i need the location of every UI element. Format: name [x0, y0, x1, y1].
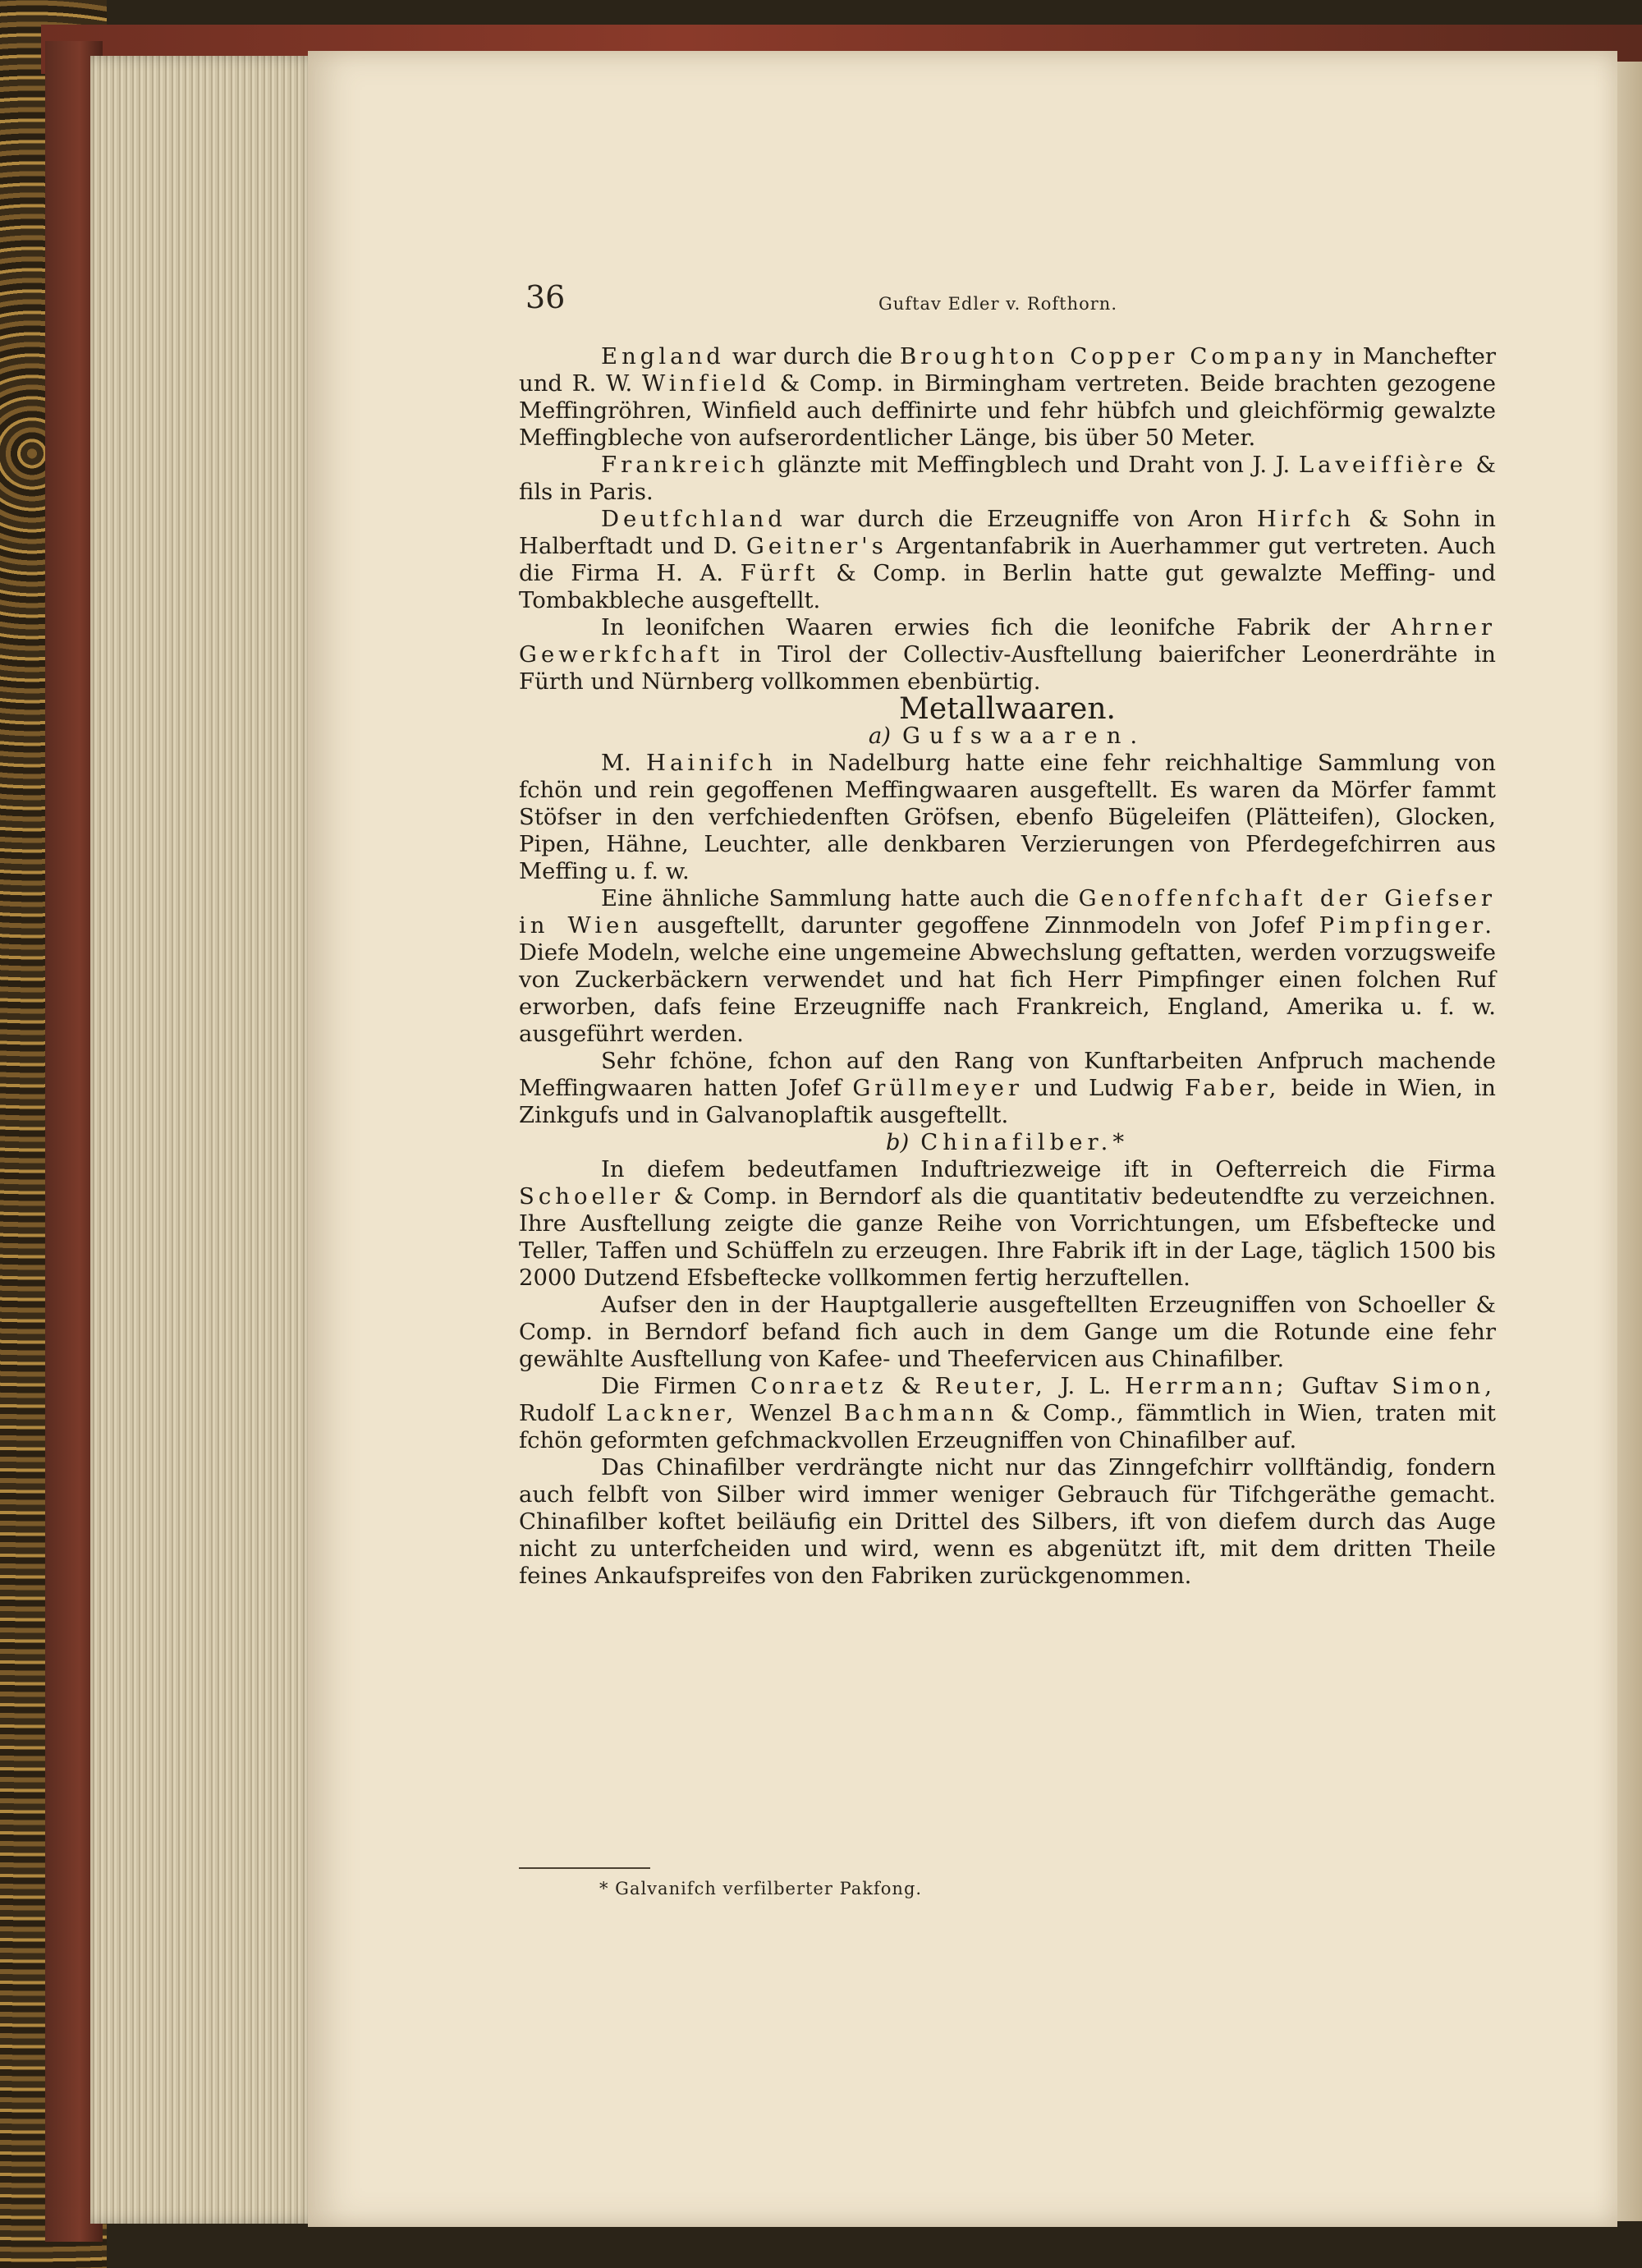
page-header: [525, 279, 1494, 320]
spaced-name: Lackner,: [606, 1400, 738, 1426]
spaced-name: Deutfchland: [601, 506, 787, 532]
spaced-name: Hirfch: [1256, 506, 1355, 532]
text-run: & Comp., fämmtlich in Wien, traten mit fchön geformten gefchmackvollen Erzeugniffen von Chinafilber auf.: [519, 1400, 1496, 1453]
spaced-name: Broughton Copper Company: [900, 343, 1327, 370]
text-run: Diefe Modeln, welche eine ungemeine Abwechslung geftatten, werden vorzugsweife von Zuckerbäckern verwendet und hat fich Herr Pimpfinger einen folchen Ruf erworben, dafs feine Erzeugniffe nach Frankreich, England, Amerika u. f. w. ausgeführt werden.: [519, 939, 1496, 1047]
spaced-name: Ahrner Gewerkfchaft: [519, 614, 1496, 668]
subsection-b-title: Chinafilber.*: [920, 1129, 1130, 1155]
text-run: beide in Wien, in Zinkgufs und in Galvanoplaftik ausgeftellt.: [519, 1075, 1496, 1128]
text-run: In diefem bedeutfamen Induftriezweige ift in Oefterreich die Firma: [601, 1156, 1496, 1182]
spaced-name: Laveiffière: [1298, 452, 1467, 478]
paragraph: [519, 1373, 1496, 1454]
spaced-name: Pimpfinger.: [1319, 912, 1497, 939]
paragraph: [519, 750, 1496, 885]
text-run: Guftav: [1287, 1373, 1392, 1399]
text-run: in Manchefter und R. W.: [519, 343, 1497, 397]
text-run: glänzte mit Meffingblech und Draht von J. J.: [768, 452, 1299, 478]
paragraph: [519, 1292, 1496, 1373]
body-text: [519, 343, 1496, 1590]
text-run: & Comp. in Berlin hatte gut gewalzte Meffing- und Tombakbleche ausgeftellt.: [519, 560, 1496, 613]
running-title: Guftav Edler v. Rofthorn.: [878, 294, 1117, 314]
spaced-name: Genoffenfchaft der Giefser in Wien: [519, 885, 1496, 939]
section-title: Metallwaaren.: [898, 692, 1116, 726]
text-run: in Nadelburg hatte eine fehr reichhaltige Sammlung von fchön und rein gegoffenen Meffingwaaren ausgeftellt. Es waren da Mörfer fammt Stöfser in den verfchiedenften Gröfsen, ebenfo Bügeleifen (Plätteifen), Glocken, Pipen, Hähne, Leuchter, alle denkbaren Verzierungen von Pferdegefchirren aus Meffing u. f. w.: [519, 750, 1496, 884]
page-block-leaves: [90, 56, 320, 2224]
spaced-name: Faber,: [1184, 1075, 1281, 1101]
text-run: in Tirol der Collectiv-Ausftellung baierifcher Leonerdrähte in Fürth und Nürnberg vollkommen ebenbürtig.: [519, 641, 1496, 695]
subsection-b-paragraphs: [519, 1156, 1496, 1590]
text-run: Eine ähnliche Sammlung hatte auch die: [601, 885, 1079, 911]
footnote: * Galvanifch verfilberter Pakfong.: [599, 1879, 923, 1898]
text-run: Wenzel: [737, 1400, 844, 1426]
spaced-name: Simon,: [1392, 1373, 1497, 1399]
text-run: Aufser den in der Hauptgallerie ausgeftellten Erzeugniffen von Schoeller & Comp. in Berndorf befand fich auch in dem Gange um die Rotunde eine fehr gewählte Ausftellung von Kafee- und Theefervicen aus Chinafilber.: [519, 1292, 1496, 1372]
spaced-name: Herrmann;: [1124, 1373, 1288, 1399]
intro-paragraphs: [519, 343, 1496, 696]
subsection-a-heading: [519, 723, 1496, 750]
paragraph: [519, 1454, 1496, 1590]
spaced-name: Hainifch: [645, 750, 777, 776]
spaced-name: Schoeller: [519, 1183, 664, 1210]
spaced-name: Geitner's: [745, 533, 888, 559]
text-run: ausgeftellt, darunter gegoffene Zinnmodeln von Jofef: [642, 912, 1319, 939]
spaced-name: Winfield: [641, 370, 770, 397]
page-number: 36: [525, 279, 566, 315]
spaced-name: Conraetz: [750, 1373, 888, 1399]
text-run: war durch die: [724, 343, 901, 370]
text-run: Rudolf: [519, 1400, 607, 1426]
paragraph: [519, 614, 1496, 696]
paragraph: [519, 885, 1496, 1048]
text-run: Argentanfabrik in Auerhammer gut vertreten. Auch die Firma H. A.: [519, 533, 1496, 586]
text-run: M.: [601, 750, 646, 776]
subsection-a-title: Gufswaaren.: [901, 723, 1147, 749]
paragraph: [519, 343, 1496, 452]
spaced-name: Fürft: [740, 560, 819, 586]
paragraph: [519, 506, 1496, 614]
text-run: J. L.: [1046, 1373, 1125, 1399]
subsection-a-label: a): [868, 723, 891, 749]
paragraph: [519, 1048, 1496, 1129]
footnote-rule: [519, 1867, 650, 1869]
text-run: war durch die Erzeugniffe von Aron: [786, 506, 1257, 532]
subsection-b-heading: [519, 1129, 1496, 1156]
text-run: & fils in Paris.: [519, 452, 1496, 505]
text-run: & Sohn in Halberftadt und D.: [519, 506, 1496, 559]
spaced-name: Frankreich: [601, 452, 769, 478]
text-run: In leonifchen Waaren erwies fich die leonifche Fabrik der: [601, 614, 1392, 640]
text-run: und Ludwig: [1023, 1075, 1185, 1101]
spaced-name: Bachmann: [843, 1400, 998, 1426]
text-run: Das Chinafilber verdrängte nicht nur das Zinngefchirr vollftändig, fondern auch felbft von Silber wird immer weniger Gebrauch für Tifchgeräthe gemacht. Chinafilber koftet beiläufig ein Drittel des Silbers, ift von diefem durch das Auge nicht zu unterfcheiden und wird, wenn es abgenützt ift, mit dem dritten Theile feines Ankaufspreifes von den Fabriken zurückgenommen.: [519, 1454, 1496, 1589]
text-run: &: [887, 1373, 935, 1399]
text-run: & Comp. in Berndorf als die quantitativ bedeutendfte zu verzeichnen. Ihre Ausftellung zeigte die ganze Reihe von Vorrichtungen, um Efsbeftecke und Teller, Taffen und Schüffeln zu erzeugen. Ihre Fabrik ift in der Lage, täglich 1500 bis 2000 Dutzend Efsbeftecke vollkommen fertig herzuftellen.: [519, 1183, 1496, 1291]
subsection-b-label: b): [885, 1129, 910, 1155]
spaced-name: Reuter,: [934, 1373, 1047, 1399]
text-run: Sehr fchöne, fchon auf den Rang von Kunftarbeiten Anfpruch machende Meffingwaaren hatten Jofef: [519, 1048, 1496, 1101]
subsection-a-paragraphs: [519, 750, 1496, 1129]
spaced-name: England: [601, 343, 725, 370]
text-run: Die Firmen: [601, 1373, 750, 1399]
spaced-name: Grüllmeyer: [852, 1075, 1024, 1101]
paragraph: [519, 1156, 1496, 1292]
text-run: & Comp. in Birmingham vertreten. Beide brachten gezogene Meffingröhren, Winfield auch deffinirte und fehr hübfch und gleichförmig gewalzte Meffingbleche von aufserordentlicher Länge, bis über 50 Meter.: [519, 370, 1496, 451]
paragraph: [519, 452, 1496, 506]
